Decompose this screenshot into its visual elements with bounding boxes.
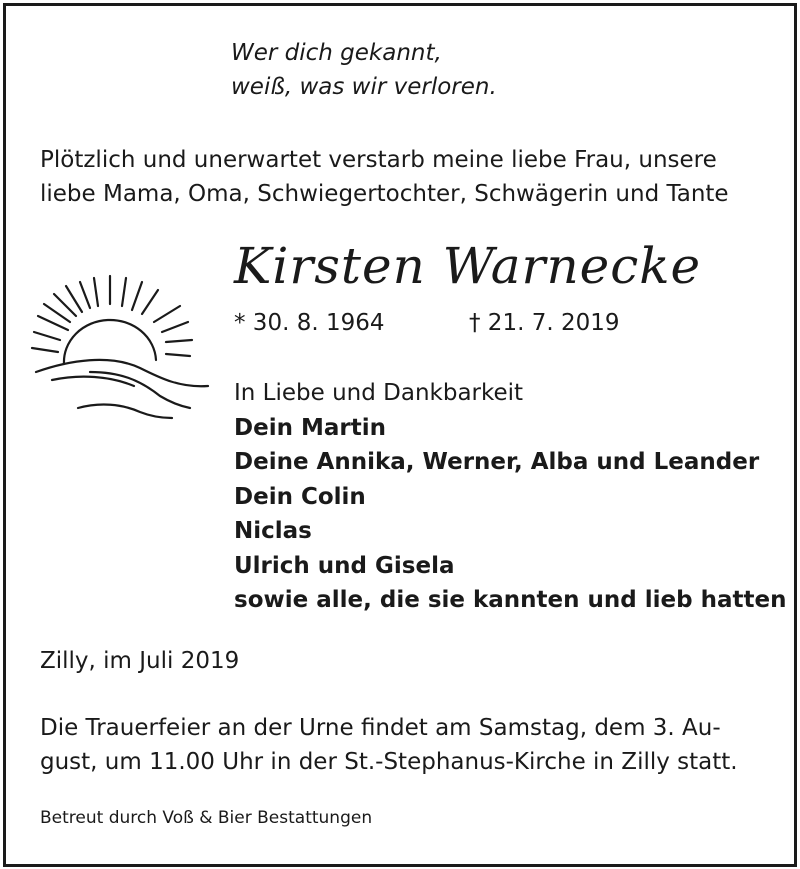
mourner-line: Ulrich und Gisela <box>234 552 455 579</box>
mourner-line: Dein Martin <box>234 414 386 441</box>
sunset-over-hills-icon <box>30 268 220 428</box>
service-line: Die Trauerfeier an der Urne findet am Samstag, dem 3. Au- <box>40 715 721 741</box>
birth-date: * 30. 8. 1964 <box>234 310 385 336</box>
mourner-line: Dein Colin <box>234 483 366 510</box>
announcement-line: liebe Mama, Oma, Schwiegertochter, Schwägerin und Tante <box>40 181 729 207</box>
quote-line: weiß, was wir verloren. <box>231 74 497 100</box>
place-date: Zilly, im Juli 2019 <box>40 648 240 674</box>
memorial-quote <box>231 36 497 104</box>
announcement-text <box>40 143 729 211</box>
announcement-line: Plötzlich und unerwartet verstarb meine liebe Frau, unsere <box>40 147 717 173</box>
mourner-line: Niclas <box>234 518 312 544</box>
funeral-service-info <box>40 711 738 779</box>
quote-line: Wer dich gekannt, <box>231 40 442 66</box>
mourners-list <box>234 376 786 618</box>
mourner-line: Deine Annika, Werner, Alba und Leander <box>234 449 760 475</box>
deceased-name: Kirsten Warnecke <box>234 237 702 295</box>
mourners-intro: In Liebe und Dankbarkeit <box>234 380 524 406</box>
mourner-line: sowie alle, die sie kannten und lieb hatten <box>234 587 787 613</box>
death-date: † 21. 7. 2019 <box>469 310 620 336</box>
service-line: gust, um 11.00 Uhr in der St.-Stephanus-Kirche in Zilly statt. <box>40 749 738 775</box>
obituary-notice <box>3 3 797 867</box>
undertaker-credit: Betreut durch Voß & Bier Bestattungen <box>40 808 373 828</box>
